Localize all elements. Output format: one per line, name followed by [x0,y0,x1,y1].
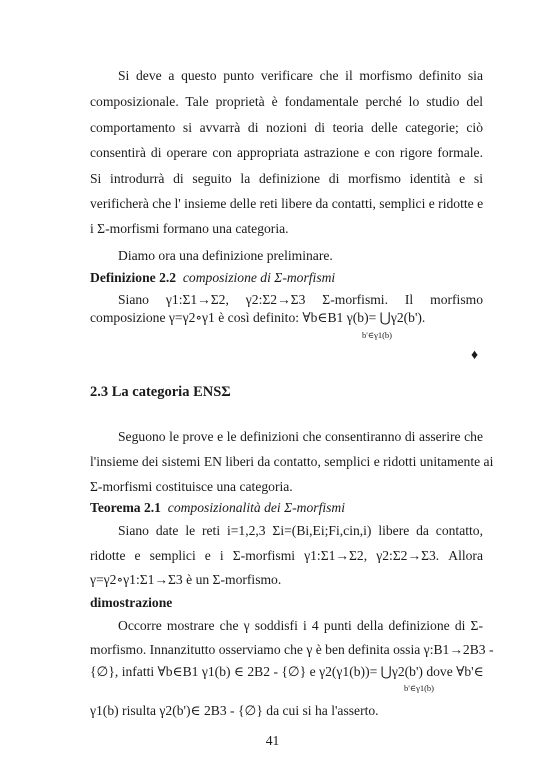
definition-line-2: composizione γ=γ2∘γ1 è così definito: ∀b∈B1 γ(b)= ⋃γ2(b'). [90,310,426,325]
proof-line-1: Occorre mostrare che γ soddisfi i 4 punti della definizione di Σ- [118,618,483,633]
paragraph-1-line-1: Si deve a questo punto verificare che il morfismo definito sia [118,68,483,83]
definition-union-subscript: b'∈γ1(b) [362,330,392,340]
paragraph-1-line-3: comportamento si avvarrà di nozioni di teoria delle categorie; ciò [90,120,483,135]
paragraph-1-line-6: verificherà che l' insieme delle reti libere da contatti, semplici e ridotte e [90,196,484,211]
paragraph-1-line-4: consentirà di operare con appropriata astrazione e con rigore formale. [90,145,483,160]
theorem-line-1: Siano date le reti i=1,2,3 Σi=(Bi,Ei;Fi,cin,i) libere da contatto, [118,523,483,538]
theorem-heading [90,500,483,516]
paragraph-3-line-1: Seguono le prove e le definizioni che consentiranno di asserire che [118,429,483,444]
theorem-label: Teorema 2.1 [90,500,161,515]
end-of-definition-mark: ♦ [471,348,479,363]
proof-label: dimostrazione [90,595,173,610]
paragraph-1-line-2: composizionale. Tale proprietà è fondamentale perché lo studio del [90,94,483,109]
proof-union-subscript: b'∈γ1(b) [404,683,434,693]
section-heading: 2.3 La categoria ENSΣ [90,384,231,400]
paragraph-2: Diamo ora una definizione preliminare. [118,248,333,263]
definition-line-1: Siano γ1:Σ1→Σ2, γ2:Σ2→Σ3 Σ-morfismi. Il morfismo [118,292,483,307]
theorem-line-3: γ=γ2∘γ1:Σ1→Σ3 è un Σ-morfismo. [90,572,282,587]
theorem-title: composizionalità dei Σ-morfismi [167,500,346,515]
proof-line-3: {∅}, infatti ∀b∈B1 γ1(b) ∈ 2B2 - {∅} e γ2(γ1(b))= ⋃γ2(b') dove ∀b'∈ [90,664,484,679]
paragraph-3-line-2: l'insieme dei sistemi EN liberi da contatto, semplici e ridotti unitamente ai [90,454,494,469]
paragraph-3-line-3: Σ-morfismi costituisce una categoria. [90,479,293,494]
theorem-line-2: ridotte e semplici e i Σ-morfismi γ1:Σ1→Σ2, γ2:Σ2→Σ3. Allora [90,548,483,563]
paragraph-1-line-5: Si introdurrà di seguito la definizione di morfismo identità e si [90,171,483,186]
definition-heading [90,270,483,286]
paragraph-1-line-7: i Σ-morfismi formano una categoria. [90,221,289,236]
definition-label: Definizione 2.2 [90,270,177,285]
page-number: 41 [265,733,280,748]
definition-title: composizione di Σ-morfismi [182,270,336,285]
proof-line-4: γ1(b) risulta γ2(b')∈ 2B3 - {∅} da cui si ha l'asserto. [90,703,379,718]
proof-line-2: morfismo. Innanzitutto osserviamo che γ è ben definita ossia γ:B1→2B3 - [90,642,494,657]
